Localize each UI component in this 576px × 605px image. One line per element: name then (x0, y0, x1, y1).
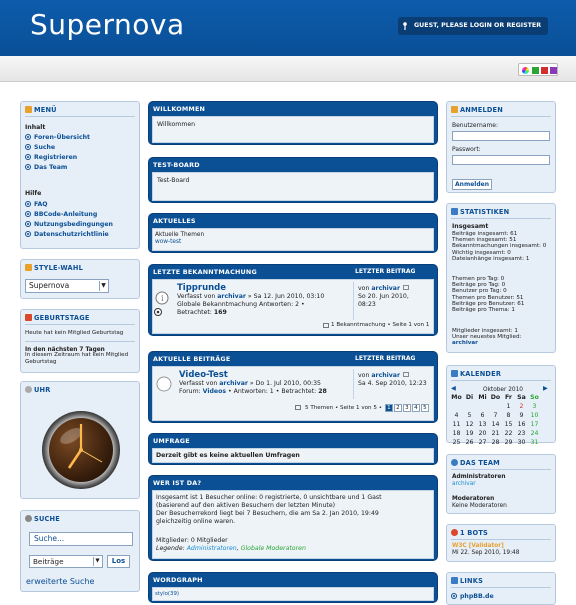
page-link-4[interactable]: 4 (412, 404, 420, 412)
svg-text:i: i (161, 294, 164, 303)
welcome-box (148, 101, 438, 145)
announcement-box (148, 264, 438, 336)
bot-name: W3C [Validator] (452, 543, 504, 549)
online-members: Mitglieder: 0 Mitglieder (156, 537, 228, 544)
wordgraph-word-link[interactable]: stylo(39) (155, 591, 179, 597)
online-text-1: Insgesamt ist 1 Besucher online: 0 registrierte, 0 unsichtbare und 1 Gast (156, 494, 382, 501)
calendar-week: 4 5 6 7 8 9 10 (454, 412, 539, 419)
bots-title: 1 BOTS (460, 529, 488, 537)
announcement-info-icon (155, 291, 169, 305)
page-link-2[interactable]: 2 (394, 404, 402, 412)
circle-arrow-icon (25, 144, 31, 150)
calendar-week: 11 12 13 14 15 16 17 (452, 421, 539, 428)
color-purple-swatch[interactable] (550, 67, 557, 74)
announcement-meta2: Globale Bekanntmachung Antworten: 2 • (177, 301, 305, 308)
menu-item-registrieren[interactable]: Registrieren (25, 154, 77, 162)
stats-line: Themen insgesamt: 51 (452, 237, 517, 244)
calendar-grid (450, 393, 541, 447)
circle-arrow-icon (25, 201, 31, 207)
divider (451, 218, 551, 219)
aktuelles-link[interactable]: wow-test (155, 239, 182, 245)
color-wheel-icon[interactable] (522, 67, 529, 74)
search-title: SUCHE (34, 515, 60, 523)
stats-icon (451, 208, 458, 215)
stats-title: STATISTIKEN (460, 208, 510, 216)
online-legend: Legende: Administratoren, Globale Moderatoren (156, 545, 306, 552)
site-logo[interactable]: Supernova (30, 8, 185, 41)
bots-panel (446, 524, 556, 562)
username-label: Benutzername: (452, 122, 499, 129)
circle-arrow-icon (25, 221, 31, 227)
page-link-3[interactable]: 3 (403, 404, 411, 412)
calendar-week: 25 26 27 28 29 30 31 (452, 439, 539, 446)
menu-title: MENÜ (34, 106, 57, 114)
style-icon (25, 264, 32, 271)
divider (25, 341, 135, 342)
calendar-icon (451, 370, 458, 377)
menu-item-faq[interactable]: FAQ (25, 201, 48, 209)
stats-line: Wichtig insgesamt: 0 (452, 249, 511, 256)
login-panel (446, 101, 556, 193)
page-link-5[interactable]: 5 (421, 404, 429, 412)
stats-line: Beiträge pro Thema: 1 (452, 307, 515, 314)
announcement-last-author-link[interactable]: archivar (371, 285, 401, 292)
calendar-week: 1 2 3 (506, 403, 537, 410)
username-input[interactable] (452, 131, 550, 141)
online-text-3: Der Besucherrekord liegt bei 7 Besuchern, die am Sa 2. Jan 2010, 19:49 (156, 510, 379, 517)
recent-meta2: Forum: Videos • Antworten: 1 • Betrachtet: 28 (179, 388, 327, 395)
color-switcher[interactable] (518, 63, 558, 76)
testboard-text: Test-Board (157, 177, 190, 184)
calendar-week: 18 19 20 21 22 23 24 (452, 430, 539, 437)
birthdays-title: GEBURTSTAGE (34, 314, 90, 322)
online-title: WER IST DA? (153, 479, 202, 487)
announcement-col-header: LETZTER BEITRAG (355, 268, 416, 275)
online-text-4: gleichzeitig online waren. (156, 518, 236, 525)
team-mods-text: Keine Moderatoren (452, 503, 507, 509)
recent-col-header: LETZTER BEITRAG (355, 355, 416, 362)
stats-line: Unser neuestes Mitglied: (452, 334, 522, 341)
search-scope-select[interactable]: Beiträge ▼ (29, 555, 103, 568)
login-title: ANMELDEN (460, 106, 503, 114)
key-icon (402, 22, 408, 30)
dropdown-arrow-icon: ▼ (93, 557, 101, 566)
divider (451, 380, 551, 381)
birthdays-next-title: In den nächsten 7 Tagen (25, 347, 105, 353)
team-admin-link[interactable]: archivar (452, 481, 476, 487)
circle-arrow-icon (25, 154, 31, 160)
topic-status-icon (156, 376, 172, 392)
link-phpbb[interactable]: phpBB.de (451, 593, 494, 601)
mark-read-icon[interactable] (323, 323, 329, 328)
guest-login-text[interactable]: GUEST, PLEASE LOGIN OR REGISTER (414, 22, 542, 29)
birthdays-today: Heute hat kein Mitglied Geburtstag (25, 330, 124, 336)
menu-item-bbcode[interactable]: BBCode-Anleitung (25, 211, 97, 219)
calendar-title: KALENDER (460, 370, 502, 378)
team-panel (446, 454, 556, 514)
circle-arrow-icon (25, 231, 31, 237)
team-icon (451, 459, 458, 466)
page-link-1[interactable]: 1 (385, 404, 393, 412)
calendar-prev-icon[interactable]: ◀ (451, 385, 456, 392)
aktuelles-line1: Aktuelle Themen (155, 232, 205, 238)
login-icon (451, 106, 458, 113)
online-text-2: (basierend auf den aktiven Besuchern der letzten Minute) (156, 502, 336, 509)
team-admins-label: Administratoren (452, 474, 506, 480)
menu-item-datenschutz[interactable]: Datenschutzrichtlinie (25, 231, 109, 239)
menu-item-foren[interactable]: Foren-Übersicht (25, 134, 90, 142)
calendar-header-row: Mo Di Mi Do Fr Sa So (451, 394, 539, 401)
poll-box (148, 433, 438, 465)
stats-line: Beiträge pro Benutzer: 61 (452, 300, 525, 307)
search-go-button[interactable]: Los (107, 555, 130, 568)
legend-admins-link[interactable]: Administratoren (186, 545, 237, 552)
recent-last-date: Sa 4. Sep 2010, 12:23 (358, 380, 427, 387)
announcement-pagination: 1 Bekanntmachung • Seite 1 von 1 (331, 322, 430, 328)
newest-member-link[interactable]: archivar (452, 340, 478, 347)
announcement-last-by: von archivar (358, 285, 409, 293)
wordgraph-title: WORDGRAPH (153, 576, 203, 584)
aktuelles-box (148, 213, 438, 253)
guest-login-bar[interactable] (398, 17, 548, 35)
stats-line: Dateianhänge insgesamt: 1 (452, 255, 530, 262)
birthdays-panel (20, 309, 140, 373)
color-red-swatch[interactable] (541, 67, 548, 74)
announcement-author-link[interactable]: archivar (217, 293, 246, 300)
announcement-topic-link[interactable]: Tipprunde (177, 283, 227, 293)
divider (25, 116, 135, 117)
bot-date: Mi 22. Sep 2010, 19:48 (452, 550, 520, 556)
style-panel (20, 259, 140, 299)
aktuelles-title: AKTUELLES (153, 217, 196, 225)
clock-title: UHR (34, 386, 51, 394)
recent-posts-box (148, 351, 438, 423)
recent-forum-link[interactable]: Videos (202, 388, 227, 395)
menu-item-team[interactable]: Das Team (25, 164, 67, 172)
goto-post-icon[interactable] (403, 372, 409, 377)
announcement-views: Betrachtet: 169 (177, 309, 227, 316)
gift-icon (25, 314, 32, 321)
stats-line: Bekanntmachungen insgesamt: 0 (452, 243, 547, 250)
password-input[interactable] (452, 155, 550, 165)
sub-navbar (0, 56, 576, 82)
stats-line: Beiträge pro Tag: 0 (452, 282, 506, 289)
calendar-next-icon[interactable]: ▶ (543, 385, 548, 392)
menu-item-suche[interactable]: Suche (25, 144, 55, 152)
dropdown-arrow-icon: ▼ (99, 281, 107, 291)
online-box (148, 475, 438, 561)
menu-panel (20, 101, 140, 249)
recent-title: AKTUELLE BEITRÄGE (153, 355, 231, 363)
login-button[interactable]: Anmelden (452, 179, 492, 190)
circle-arrow-icon (25, 211, 31, 217)
poll-text: Derzeit gibt es keine aktuellen Umfragen (156, 452, 300, 459)
links-icon (451, 577, 458, 584)
stats-line: Themen pro Tag: 0 (452, 276, 505, 282)
style-select[interactable]: Supernova ▼ (25, 279, 109, 293)
search-panel (20, 510, 140, 592)
stats-line: Mitglieder insgesamt: 1 (452, 328, 518, 334)
menu-item-nutzung[interactable]: Nutzungsbedingungen (25, 221, 113, 229)
testboard-box (148, 157, 438, 203)
recent-topic-link[interactable]: Video-Test (179, 370, 228, 380)
style-title: STYLE-WAHL (34, 264, 83, 272)
stats-line: Beiträge insgesamt: 61 (452, 231, 518, 237)
stats-heading: Insgesamt (452, 223, 489, 230)
stats-line: Themen pro Benutzer: 51 (452, 294, 524, 301)
password-label: Passwort: (452, 146, 481, 153)
team-mods-label: Moderatoren (452, 496, 495, 502)
announcement-title: LETZTE BEKANNTMACHUNG (153, 268, 257, 276)
divider (353, 369, 354, 399)
search-input[interactable]: Suche... (29, 532, 133, 546)
site-header (0, 0, 576, 56)
birthdays-next-text: In diesem Zeitraum hat kein Mitglied Geburtstag (25, 352, 129, 365)
circle-arrow-icon (25, 134, 31, 140)
divider (451, 116, 551, 117)
circle-arrow-icon (451, 593, 457, 599)
analog-clock (41, 410, 121, 490)
divider (353, 282, 354, 320)
menu-section-inhalt: Inhalt (25, 124, 46, 131)
recent-last-author-link[interactable]: archivar (371, 372, 401, 379)
divider (451, 587, 551, 588)
announcement-meta: Verfasst von archivar » Sa 12. Jun 2010, 03:10 (177, 293, 325, 300)
announcement-last-date: So 20. Jun 2010, 08:23 (358, 293, 409, 308)
magnifier-icon (25, 515, 32, 522)
divider (451, 539, 551, 540)
calendar-month: Oktober 2010 (483, 387, 523, 393)
circle-arrow-icon (25, 164, 31, 170)
wordgraph-box (148, 572, 438, 603)
divider (451, 469, 551, 470)
goto-post-icon[interactable] (403, 285, 409, 290)
clock-small-icon (25, 386, 32, 393)
recent-last-by: von archivar (358, 372, 409, 380)
ball-icon (154, 308, 162, 316)
stats-line: Benutzer pro Tag: 0 (452, 288, 507, 295)
welcome-title: WILLKOMMEN (153, 105, 206, 113)
testboard-title: TEST-BOARD (153, 161, 200, 169)
team-title: DAS TEAM (460, 459, 500, 467)
poll-title: UMFRAGE (153, 437, 190, 445)
calendar-panel (446, 365, 556, 446)
recent-author-link[interactable]: archivar (219, 380, 248, 387)
bot-icon (451, 529, 458, 536)
links-panel (446, 572, 556, 605)
recent-pagination: 5 Themen • Seite 1 von 5 • 1 2 3 4 5 (305, 404, 429, 412)
legend-mods-link[interactable]: Globale Moderatoren (240, 545, 306, 552)
recent-meta: Verfasst von archivar » Do 1. Jul 2010, 00:35 (179, 380, 321, 387)
mark-read-icon[interactable] (295, 405, 301, 410)
menu-section-hilfe: Hilfe (25, 190, 42, 197)
divider (25, 324, 135, 325)
links-title: LINKS (460, 577, 484, 585)
advanced-search-link[interactable]: erweiterte Suche (26, 577, 95, 586)
welcome-text: Willkommen (157, 121, 196, 128)
menu-icon (25, 106, 32, 113)
clock-panel (20, 381, 140, 499)
stats-panel (446, 203, 556, 353)
color-green-swatch[interactable] (532, 67, 539, 74)
